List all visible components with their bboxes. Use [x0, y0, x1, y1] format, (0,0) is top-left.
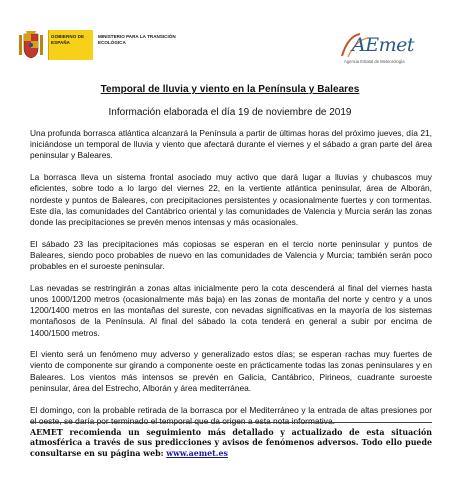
paragraph: Las nevadas se restringirán a zonas altas inicialmente pero la cota descenderá al final del viernes hasta unos 1000/1200 metros (ocasionalmente más baja) en las zonas de montaña del norte y centro y a unos 1200/1400 metros en las montañas del sureste, con nevadas significativas en la mayoría de los sistemas montañosos de la Península. Al final del sábado la cota tenderá en general a subir por encima de 1400/1500 metros.: [30, 282, 432, 338]
paragraph: La borrasca lleva un sistema frontal asociado muy activo que dará lugar a lluvias y chubascos muy eficientes, sobre todo a lo largo del viernes 22, en la vertiente atlántica peninsular, área de Alborán, nordeste y puntos de Baleares, con precipitaciones persistentes y ocasionalmente fuertes y con tormentas. Este día, las comunidades del Cantábrico oriental y las comunidades de Valencia y Murcia serán las zonas donde las precipitaciones se prevén menos intensas y más ocasionales.: [30, 172, 432, 227]
footer-divider: [30, 422, 432, 423]
paragraph: El domingo, con la probable retirada de la borrasca por el Mediterráneo y la entrada de altas presiones por el oeste, se daría por terminado el temporal que da origen a esta nota informativa.: [30, 404, 432, 426]
aemet-website-link[interactable]: www.aemet.es: [166, 448, 228, 458]
footer-note: [30, 428, 432, 459]
aemet-logo: [338, 30, 428, 72]
paragraph: El sábado 23 las precipitaciones más copiosas se esperan en el tercio norte peninsular y puntos de Baleares, siendo poco probables de nuevo en las comunidades de Valencia y Murcia; también serán poco probables en el suroeste peninsular.: [30, 238, 432, 272]
paragraph: Una profunda borrasca atlántica alcanzará la Península a partir de últimas horas del próximo jueves, día 21, iniciándose un temporal de lluvia y viento que afectará durante el viernes y el sábado a gran parte del área peninsular y Baleares.: [30, 128, 432, 161]
document-body: [30, 128, 432, 437]
document-subtitle: Información elaborada el día 19 de noviembre de 2019: [108, 107, 352, 118]
paragraph: El viento será un fenómeno muy adverso y generalizado estos días; se esperan rachas muy fuertes de viento de componente sur girando a componente oeste en prácticamente todas las zonas peninsulares y en Baleares. Los vientos más intensos se prevén en Galicia, Cantábrico, Pirineos, cuadrante suroeste peninsular, área del Estrecho, Alborán y área mediterránea.: [30, 349, 432, 393]
government-label: GOBIERNO DE ESPAÑA: [51, 34, 85, 45]
footer-text: AEMET recomienda un seguimiento más detallado y actualizado de esta situación atmosférica a través de sus predicciones y avisos de fenómenos adversos. Todo ello puede consultarse en su página web:: [30, 428, 432, 458]
aemet-wordmark: AEmet: [352, 34, 414, 56]
coat-of-arms-icon: [18, 30, 44, 60]
document-title: Temporal de lluvia y viento en la Península y Baleares: [100, 84, 360, 95]
ministry-label: MINISTERIO PARA LA TRANSICIÓN ECOLÓGICA: [98, 34, 176, 45]
government-header: [18, 30, 176, 60]
aemet-subtitle: Agencia Estatal de Meteorología: [344, 59, 405, 64]
